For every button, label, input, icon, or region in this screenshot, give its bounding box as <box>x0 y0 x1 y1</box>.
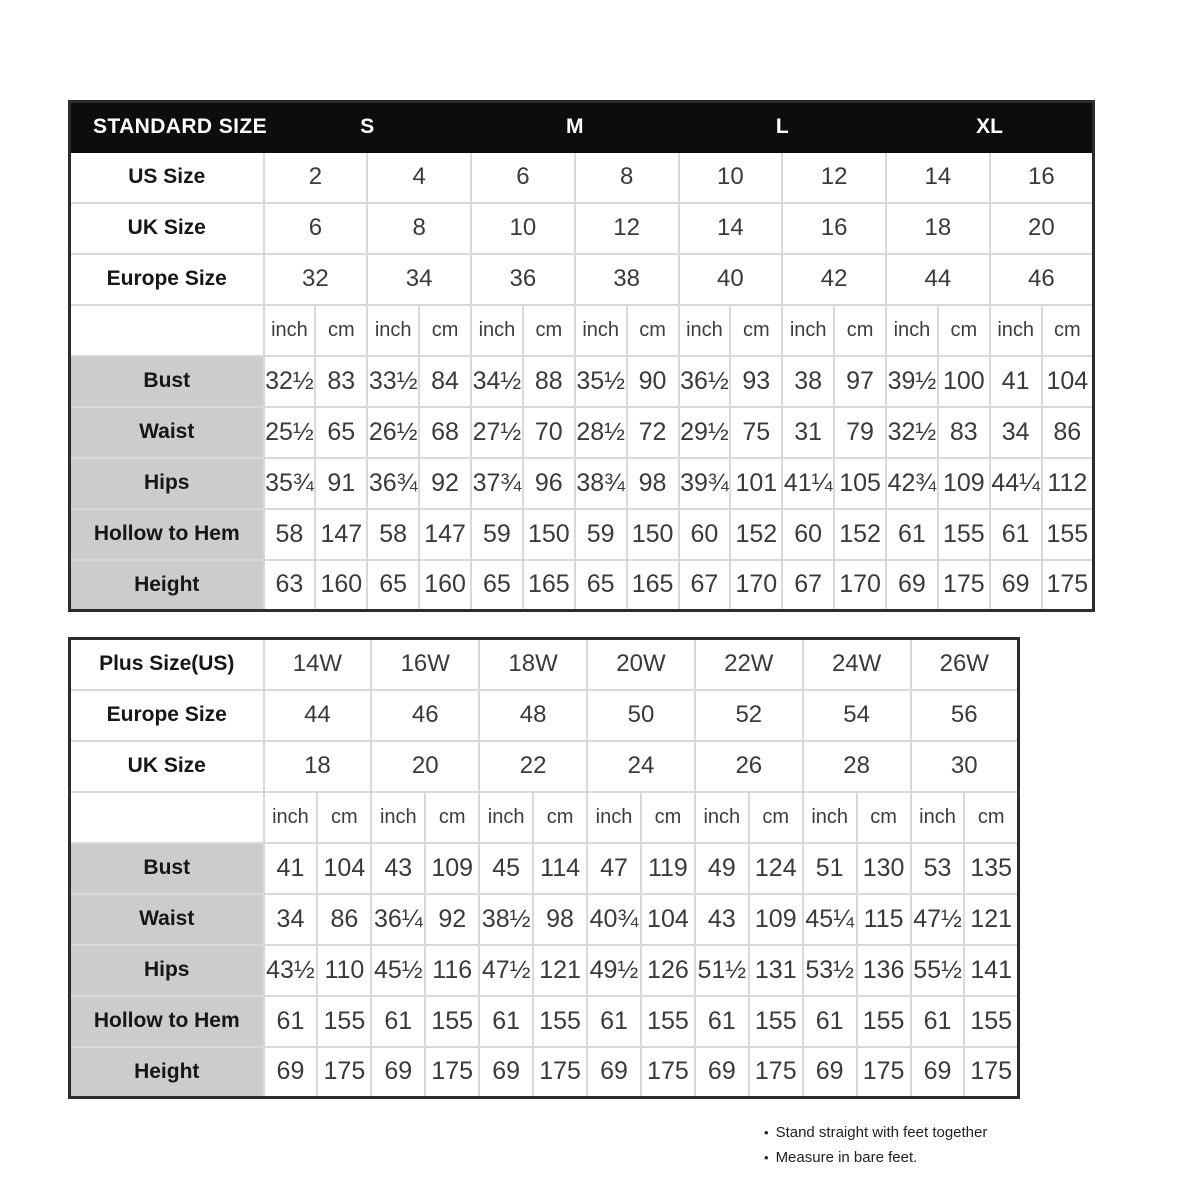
measure-value-cell: 155 <box>1042 509 1094 560</box>
measure-value-cell: 109 <box>938 458 990 509</box>
size-value-cell: 18W <box>479 639 587 690</box>
measure-value-cell: 39¾ <box>679 458 731 509</box>
measure-value-cell: 37¾ <box>471 458 523 509</box>
measure-value-cell: 28½ <box>575 407 627 458</box>
measure-value-cell: 34½ <box>471 356 523 407</box>
measure-value-cell: 65 <box>575 560 627 611</box>
unit-cell: cm <box>730 305 782 356</box>
measure-value-cell: 141 <box>964 945 1018 996</box>
measure-value-cell: 155 <box>425 996 479 1047</box>
measure-value-cell: 165 <box>523 560 575 611</box>
size-conversion-row <box>70 152 1094 203</box>
unit-cell: inch <box>264 792 318 843</box>
unit-cell: cm <box>533 792 587 843</box>
size-value-cell: 56 <box>911 690 1019 741</box>
size-value-cell: 14W <box>264 639 372 690</box>
size-value-cell: 16 <box>990 152 1094 203</box>
measure-value-cell: 175 <box>641 1047 695 1098</box>
measure-value-cell: 34 <box>990 407 1042 458</box>
measure-value-cell: 155 <box>749 996 803 1047</box>
unit-cell: cm <box>523 305 575 356</box>
measure-value-cell: 32½ <box>264 356 316 407</box>
measure-value-cell: 67 <box>782 560 834 611</box>
measure-value-cell: 121 <box>533 945 587 996</box>
measure-value-cell: 61 <box>911 996 965 1047</box>
measure-value-cell: 160 <box>419 560 471 611</box>
unit-cell: inch <box>371 792 425 843</box>
measure-value-cell: 36¼ <box>371 894 425 945</box>
measure-value-cell: 40¾ <box>587 894 641 945</box>
unit-row-spacer-cell <box>70 792 264 843</box>
measure-value-cell: 49 <box>695 843 749 894</box>
unit-cell: cm <box>834 305 886 356</box>
measurement-row <box>70 356 1094 407</box>
size-value-cell: 36 <box>471 254 575 305</box>
measure-value-cell: 36¾ <box>367 458 419 509</box>
measure-value-cell: 61 <box>695 996 749 1047</box>
measure-value-cell: 126 <box>641 945 695 996</box>
measure-value-cell: 33½ <box>367 356 419 407</box>
measure-value-cell: 69 <box>990 560 1042 611</box>
measure-value-cell: 175 <box>749 1047 803 1098</box>
unit-row <box>70 792 1019 843</box>
measure-value-cell: 68 <box>419 407 471 458</box>
measure-value-cell: 47½ <box>911 894 965 945</box>
measurement-row <box>70 843 1019 894</box>
unit-cell: inch <box>679 305 731 356</box>
size-conversion-row <box>70 203 1094 254</box>
measure-value-cell: 29½ <box>679 407 731 458</box>
size-value-cell: 44 <box>886 254 990 305</box>
measure-label-cell: Hollow to Hem <box>70 509 264 560</box>
size-value-cell: 44 <box>264 690 372 741</box>
measure-value-cell: 175 <box>425 1047 479 1098</box>
measure-value-cell: 45½ <box>371 945 425 996</box>
measure-value-cell: 88 <box>523 356 575 407</box>
measure-value-cell: 67 <box>679 560 731 611</box>
measure-value-cell: 112 <box>1042 458 1094 509</box>
measure-value-cell: 41¼ <box>782 458 834 509</box>
size-value-cell: 2 <box>264 152 368 203</box>
measure-value-cell: 91 <box>315 458 367 509</box>
measurement-row <box>70 945 1019 996</box>
measure-label-cell: Hollow to Hem <box>70 996 264 1047</box>
measure-value-cell: 61 <box>803 996 857 1047</box>
measure-value-cell: 69 <box>911 1047 965 1098</box>
bullet-icon: • <box>764 1150 769 1165</box>
measure-value-cell: 69 <box>264 1047 318 1098</box>
measure-value-cell: 97 <box>834 356 886 407</box>
footnote-text-1: Stand straight with feet together <box>775 1124 988 1141</box>
measure-value-cell: 69 <box>371 1047 425 1098</box>
measure-value-cell: 61 <box>990 509 1042 560</box>
size-value-cell: 30 <box>911 741 1019 792</box>
measure-value-cell: 65 <box>367 560 419 611</box>
size-value-cell: 12 <box>575 203 679 254</box>
size-value-cell: 46 <box>371 690 479 741</box>
measure-value-cell: 72 <box>627 407 679 458</box>
measure-value-cell: 75 <box>730 407 782 458</box>
measure-value-cell: 105 <box>834 458 886 509</box>
measure-value-cell: 32½ <box>886 407 938 458</box>
measure-value-cell: 92 <box>419 458 471 509</box>
measure-value-cell: 155 <box>533 996 587 1047</box>
row-label-cell: UK Size <box>70 741 264 792</box>
size-value-cell: 6 <box>264 203 368 254</box>
measure-value-cell: 101 <box>730 458 782 509</box>
measure-value-cell: 53 <box>911 843 965 894</box>
size-value-cell: 18 <box>264 741 372 792</box>
size-value-cell: 32 <box>264 254 368 305</box>
measure-value-cell: 39½ <box>886 356 938 407</box>
measure-value-cell: 38 <box>782 356 834 407</box>
size-group-cell: XL <box>886 102 1094 152</box>
unit-cell: inch <box>911 792 965 843</box>
measurement-notes <box>764 1120 987 1170</box>
unit-cell: inch <box>479 792 533 843</box>
size-value-cell: 40 <box>679 254 783 305</box>
measure-value-cell: 59 <box>575 509 627 560</box>
measure-value-cell: 124 <box>749 843 803 894</box>
measurement-row <box>70 996 1019 1047</box>
measure-value-cell: 131 <box>749 945 803 996</box>
measure-value-cell: 115 <box>857 894 911 945</box>
measure-value-cell: 165 <box>627 560 679 611</box>
measure-value-cell: 147 <box>315 509 367 560</box>
unit-cell: cm <box>1042 305 1094 356</box>
size-conversion-row <box>70 690 1019 741</box>
measure-value-cell: 83 <box>315 356 367 407</box>
measure-value-cell: 45 <box>479 843 533 894</box>
measure-value-cell: 152 <box>730 509 782 560</box>
size-group-cell: L <box>679 102 887 152</box>
measure-value-cell: 26½ <box>367 407 419 458</box>
table-title-cell: STANDARD SIZE <box>70 102 264 152</box>
measure-value-cell: 92 <box>425 894 479 945</box>
size-value-cell: 16W <box>371 639 479 690</box>
measure-value-cell: 41 <box>264 843 318 894</box>
measure-value-cell: 98 <box>627 458 679 509</box>
measure-value-cell: 61 <box>371 996 425 1047</box>
size-value-cell: 24W <box>803 639 911 690</box>
unit-cell: inch <box>803 792 857 843</box>
measure-value-cell: 36½ <box>679 356 731 407</box>
measure-value-cell: 119 <box>641 843 695 894</box>
measurement-row <box>70 458 1094 509</box>
measurement-row <box>70 560 1094 611</box>
measure-value-cell: 175 <box>964 1047 1018 1098</box>
measure-value-cell: 25½ <box>264 407 316 458</box>
measure-value-cell: 155 <box>641 996 695 1047</box>
measure-value-cell: 100 <box>938 356 990 407</box>
measure-value-cell: 136 <box>857 945 911 996</box>
measure-label-cell: Hips <box>70 945 264 996</box>
measure-value-cell: 130 <box>857 843 911 894</box>
measure-value-cell: 38¾ <box>575 458 627 509</box>
measure-value-cell: 69 <box>479 1047 533 1098</box>
size-value-cell: 20 <box>990 203 1094 254</box>
size-value-cell: 28 <box>803 741 911 792</box>
unit-cell: cm <box>315 305 367 356</box>
measure-value-cell: 70 <box>523 407 575 458</box>
measure-value-cell: 155 <box>317 996 371 1047</box>
size-value-cell: 46 <box>990 254 1094 305</box>
size-group-cell: M <box>471 102 679 152</box>
measure-value-cell: 93 <box>730 356 782 407</box>
measure-value-cell: 42¾ <box>886 458 938 509</box>
row-label-cell: US Size <box>70 152 264 203</box>
bullet-icon: • <box>764 1125 769 1140</box>
measure-value-cell: 27½ <box>471 407 523 458</box>
size-value-cell: 8 <box>367 203 471 254</box>
measure-value-cell: 160 <box>315 560 367 611</box>
measure-value-cell: 98 <box>533 894 587 945</box>
measure-value-cell: 65 <box>315 407 367 458</box>
measure-value-cell: 61 <box>587 996 641 1047</box>
measure-value-cell: 60 <box>679 509 731 560</box>
unit-cell: cm <box>641 792 695 843</box>
size-value-cell: 38 <box>575 254 679 305</box>
measure-value-cell: 69 <box>803 1047 857 1098</box>
size-value-cell: 48 <box>479 690 587 741</box>
size-value-cell: 26W <box>911 639 1019 690</box>
measure-value-cell: 63 <box>264 560 316 611</box>
measure-value-cell: 150 <box>523 509 575 560</box>
measure-value-cell: 53½ <box>803 945 857 996</box>
unit-row-spacer-cell <box>70 305 264 356</box>
size-value-cell: 52 <box>695 690 803 741</box>
measure-value-cell: 35½ <box>575 356 627 407</box>
measure-value-cell: 96 <box>523 458 575 509</box>
measure-value-cell: 83 <box>938 407 990 458</box>
measurement-row <box>70 1047 1019 1098</box>
measure-value-cell: 86 <box>1042 407 1094 458</box>
unit-cell: cm <box>964 792 1018 843</box>
measure-value-cell: 155 <box>964 996 1018 1047</box>
plus-size-table <box>68 637 1020 1099</box>
size-value-cell: 22 <box>479 741 587 792</box>
unit-cell: cm <box>938 305 990 356</box>
measure-value-cell: 55½ <box>911 945 965 996</box>
measure-value-cell: 51 <box>803 843 857 894</box>
size-conversion-row <box>70 639 1019 690</box>
measure-value-cell: 43 <box>695 894 749 945</box>
size-value-cell: 54 <box>803 690 911 741</box>
measure-value-cell: 104 <box>1042 356 1094 407</box>
measure-value-cell: 175 <box>317 1047 371 1098</box>
unit-cell: inch <box>471 305 523 356</box>
measure-value-cell: 84 <box>419 356 471 407</box>
measure-value-cell: 38½ <box>479 894 533 945</box>
unit-row <box>70 305 1094 356</box>
measure-value-cell: 175 <box>857 1047 911 1098</box>
measure-value-cell: 47 <box>587 843 641 894</box>
measure-value-cell: 175 <box>533 1047 587 1098</box>
size-value-cell: 14 <box>886 152 990 203</box>
measure-value-cell: 110 <box>317 945 371 996</box>
measure-value-cell: 86 <box>317 894 371 945</box>
measure-value-cell: 43 <box>371 843 425 894</box>
unit-cell: inch <box>990 305 1042 356</box>
measure-value-cell: 49½ <box>587 945 641 996</box>
footnote-line-2 <box>764 1145 987 1170</box>
measure-label-cell: Bust <box>70 843 264 894</box>
row-label-cell: Europe Size <box>70 254 264 305</box>
standard-size-table <box>68 100 1095 612</box>
measure-value-cell: 69 <box>587 1047 641 1098</box>
measure-value-cell: 116 <box>425 945 479 996</box>
measure-value-cell: 114 <box>533 843 587 894</box>
measure-value-cell: 69 <box>695 1047 749 1098</box>
size-conversion-row <box>70 741 1019 792</box>
measure-value-cell: 135 <box>964 843 1018 894</box>
unit-cell: cm <box>419 305 471 356</box>
row-label-cell: Europe Size <box>70 690 264 741</box>
measure-value-cell: 104 <box>641 894 695 945</box>
measure-value-cell: 170 <box>730 560 782 611</box>
table-header-row <box>70 102 1094 152</box>
measure-value-cell: 104 <box>317 843 371 894</box>
unit-cell: inch <box>886 305 938 356</box>
size-value-cell: 10 <box>679 152 783 203</box>
row-label-cell: Plus Size(US) <box>70 639 264 690</box>
size-value-cell: 22W <box>695 639 803 690</box>
measure-value-cell: 121 <box>964 894 1018 945</box>
footnote-text-2: Measure in bare feet. <box>775 1149 918 1166</box>
measure-value-cell: 45¼ <box>803 894 857 945</box>
measure-value-cell: 51½ <box>695 945 749 996</box>
unit-cell: inch <box>575 305 627 356</box>
measure-label-cell: Waist <box>70 407 264 458</box>
measurement-row <box>70 509 1094 560</box>
unit-cell: cm <box>749 792 803 843</box>
size-value-cell: 50 <box>587 690 695 741</box>
size-value-cell: 18 <box>886 203 990 254</box>
unit-cell: cm <box>425 792 479 843</box>
measure-value-cell: 60 <box>782 509 834 560</box>
unit-cell: inch <box>695 792 749 843</box>
size-value-cell: 42 <box>782 254 886 305</box>
size-conversion-row <box>70 254 1094 305</box>
measure-label-cell: Height <box>70 1047 264 1098</box>
measure-label-cell: Waist <box>70 894 264 945</box>
size-value-cell: 20W <box>587 639 695 690</box>
measure-value-cell: 31 <box>782 407 834 458</box>
unit-cell: inch <box>587 792 641 843</box>
measure-value-cell: 79 <box>834 407 886 458</box>
measure-value-cell: 58 <box>264 509 316 560</box>
measure-value-cell: 109 <box>425 843 479 894</box>
measure-value-cell: 175 <box>1042 560 1094 611</box>
unit-cell: cm <box>627 305 679 356</box>
measure-label-cell: Hips <box>70 458 264 509</box>
measure-value-cell: 170 <box>834 560 886 611</box>
measure-value-cell: 58 <box>367 509 419 560</box>
size-value-cell: 20 <box>371 741 479 792</box>
measure-value-cell: 44¼ <box>990 458 1042 509</box>
size-value-cell: 8 <box>575 152 679 203</box>
measure-value-cell: 34 <box>264 894 318 945</box>
measure-value-cell: 35¾ <box>264 458 316 509</box>
measure-value-cell: 41 <box>990 356 1042 407</box>
size-value-cell: 10 <box>471 203 575 254</box>
measure-value-cell: 59 <box>471 509 523 560</box>
measure-value-cell: 69 <box>886 560 938 611</box>
measure-value-cell: 152 <box>834 509 886 560</box>
measure-label-cell: Height <box>70 560 264 611</box>
measure-value-cell: 43½ <box>264 945 318 996</box>
unit-cell: cm <box>857 792 911 843</box>
size-value-cell: 14 <box>679 203 783 254</box>
measurement-row <box>70 407 1094 458</box>
measure-value-cell: 155 <box>857 996 911 1047</box>
measure-value-cell: 65 <box>471 560 523 611</box>
measurement-row <box>70 894 1019 945</box>
size-value-cell: 12 <box>782 152 886 203</box>
measure-value-cell: 155 <box>938 509 990 560</box>
measure-value-cell: 61 <box>479 996 533 1047</box>
measure-value-cell: 47½ <box>479 945 533 996</box>
size-value-cell: 6 <box>471 152 575 203</box>
measure-value-cell: 175 <box>938 560 990 611</box>
size-value-cell: 4 <box>367 152 471 203</box>
size-value-cell: 16 <box>782 203 886 254</box>
footnote-line-1 <box>764 1120 987 1145</box>
measure-value-cell: 61 <box>886 509 938 560</box>
unit-cell: inch <box>782 305 834 356</box>
unit-cell: inch <box>264 305 316 356</box>
measure-value-cell: 90 <box>627 356 679 407</box>
measure-value-cell: 61 <box>264 996 318 1047</box>
measure-value-cell: 147 <box>419 509 471 560</box>
measure-label-cell: Bust <box>70 356 264 407</box>
row-label-cell: UK Size <box>70 203 264 254</box>
measure-value-cell: 150 <box>627 509 679 560</box>
unit-cell: inch <box>367 305 419 356</box>
size-value-cell: 34 <box>367 254 471 305</box>
measure-value-cell: 109 <box>749 894 803 945</box>
unit-cell: cm <box>317 792 371 843</box>
size-value-cell: 26 <box>695 741 803 792</box>
size-group-cell: S <box>264 102 472 152</box>
size-value-cell: 24 <box>587 741 695 792</box>
